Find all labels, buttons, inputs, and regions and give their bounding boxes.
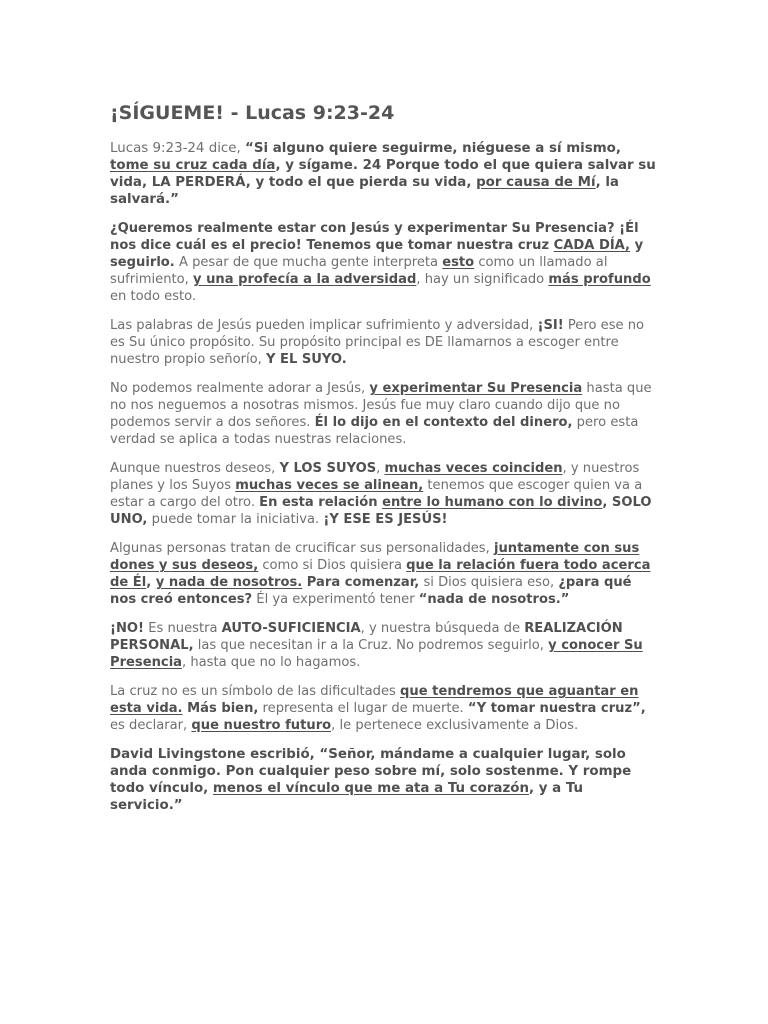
text-underline: menos el vínculo que me ata a Tu corazón <box>212 781 529 796</box>
text-run: en todo esto. <box>110 289 197 304</box>
text-run: tenemos que escoger quien va a estar a cargo del otro. <box>110 478 643 510</box>
text-bold <box>191 718 331 733</box>
text-bold: REALIZACIÓN PERSONAL, <box>110 621 623 653</box>
text-run: , le pertenece exclusivamente a Dios. <box>331 718 579 733</box>
text-underline: por causa de Mí <box>476 175 596 190</box>
text-bold: y seguirlo. <box>110 238 644 270</box>
text-run: , hay un significado <box>416 272 549 287</box>
text-run: Es nuestra <box>144 621 222 636</box>
text-underline: y nada de nosotros. <box>155 575 303 590</box>
paragraph-8 <box>110 683 658 734</box>
paragraph-9 <box>110 746 658 814</box>
text-run: Aunque nuestros deseos, <box>110 461 280 476</box>
text-run: A pesar de que mucha gente interpreta <box>174 255 443 270</box>
text-underline: muchas veces coinciden <box>384 461 563 476</box>
text-run: hasta que no nos neguemos a nosotras mismos. Jesús fue muy claro cuando dijo que no podemos servir a dos señores. <box>110 381 652 430</box>
text-bold: Y LOS SUYOS <box>279 461 377 476</box>
text-underline: juntamente con sus dones y sus deseos, <box>110 541 640 573</box>
paragraph-6 <box>110 540 658 608</box>
paragraph-4 <box>110 380 658 448</box>
text-run: Pero ese no es Su único propósito. Su propósito principal es DE llamarnos a escoger entre nuestro propio señorío, <box>110 318 645 367</box>
page-title: ¡SÍGUEME! - Lucas 9:23-24 <box>110 102 395 124</box>
text-bold: Él lo dijo en el contexto del dinero, <box>314 415 573 430</box>
text-bold: ¿para qué nos creó entonces? <box>110 575 632 607</box>
text-run: , <box>376 461 385 476</box>
text-bold: En esta relación <box>259 495 383 510</box>
text-bold <box>442 255 474 270</box>
text-bold: ¡NO! <box>110 621 145 636</box>
text-run: como si Dios quisiera <box>258 558 407 573</box>
text-run: como un llamado al sufrimiento, <box>110 255 608 287</box>
text-bold: , <box>146 575 156 590</box>
text-run: puede tomar la iniciativa. <box>147 512 324 527</box>
text-underline: y experimentar Su Presencia <box>369 381 583 396</box>
text-run: , y nuestros planes y los Suyos <box>110 461 640 493</box>
text-underline: y una profecía a la adversidad <box>192 272 417 287</box>
text-bold: David Livingstone escribió, “Señor, mándame a cualquier lugar, solo anda conmigo. Pon cualquier peso sobre mí, solo sostenme. Y rompe todo vínculo, menos el vínculo que me ata a Tu corazón, y a Tu servicio.” <box>110 747 632 813</box>
document-page <box>110 100 658 826</box>
text-run: pero esta verdad se aplica a todas nuestras relaciones. <box>110 415 639 447</box>
text-bold <box>369 381 582 396</box>
text-run: representa el lugar de muerte. <box>258 701 468 716</box>
text-bold: ¡Y ESE ES JESÚS! <box>323 512 448 527</box>
text-run: Las palabras de Jesús pueden implicar sufrimiento y adversidad, <box>110 318 538 333</box>
text-bold <box>554 238 630 253</box>
text-bold <box>385 461 563 476</box>
text-underline: más profundo <box>548 272 651 287</box>
text-underline: que la relación fuera todo acerca de Él <box>110 558 651 590</box>
text-underline: esto <box>442 255 475 270</box>
paragraph-3 <box>110 317 658 368</box>
text-bold: “Y tomar nuestra cruz”, <box>467 701 646 716</box>
text-underline: entre lo humano con lo divino <box>382 495 603 510</box>
text-underline: muchas veces se alinean, <box>235 478 424 493</box>
paragraph-7 <box>110 620 658 671</box>
text-bold <box>235 478 423 493</box>
text-underline: y conocer Su Presencia <box>110 638 643 670</box>
paragraph-1 <box>110 140 658 208</box>
text-run: La cruz no es un símbolo de las dificultades <box>110 684 401 699</box>
text-bold <box>548 272 650 287</box>
text-bold: ¿Queremos realmente estar con Jesús y experimentar Su Presencia? ¡Él nos dice cuál es el precio! Tenemos que tomar nuestra cruz <box>110 221 639 253</box>
text-bold: AUTO-SUFICIENCIA <box>221 621 361 636</box>
text-run: las que necesitan ir a la Cruz. No podremos seguirlo, <box>193 638 549 653</box>
text-bold: Más bien, <box>182 701 259 716</box>
text-run: Él ya experimentó tener <box>252 592 419 607</box>
text-bold: “nada de nosotros.” <box>418 592 570 607</box>
text-bold: , SOLO UNO, <box>110 495 652 527</box>
paragraph-2 <box>110 220 658 305</box>
text-bold <box>193 272 416 287</box>
text-bold: Para comenzar, <box>302 575 420 590</box>
text-run: , hasta que no lo hagamos. <box>182 655 361 670</box>
text-bold: “Si alguno quiere seguirme, niéguese a sí mismo, tome su cruz cada día, y sígame. 24 Porque todo el que quiera salvar su vida, LA PERDERÁ, y todo el que pierda su vida, por causa de Mí, la salvará.” <box>110 141 656 207</box>
text-run: si Dios quisiera eso, <box>419 575 559 590</box>
text-bold: ¡SI! <box>537 318 564 333</box>
text-run: es declarar, <box>110 718 192 733</box>
text-bold <box>382 495 602 510</box>
text-underline: tome su cruz cada día <box>110 158 276 173</box>
text-run: , y nuestra búsqueda de <box>360 621 525 636</box>
paragraph-5 <box>110 460 658 528</box>
text-underline: que tendremos que aguantar en esta vida. <box>110 684 639 716</box>
text-bold <box>156 575 302 590</box>
text-underline: CADA DÍA, <box>553 238 631 253</box>
text-underline: que nuestro futuro <box>191 718 332 733</box>
text-bold: Y EL SUYO. <box>265 352 347 367</box>
text-run: Lucas 9:23-24 dice, <box>110 141 246 156</box>
text-run: Algunas personas tratan de crucificar sus personalidades, <box>110 541 494 556</box>
text-run: No podemos realmente adorar a Jesús, <box>110 381 370 396</box>
